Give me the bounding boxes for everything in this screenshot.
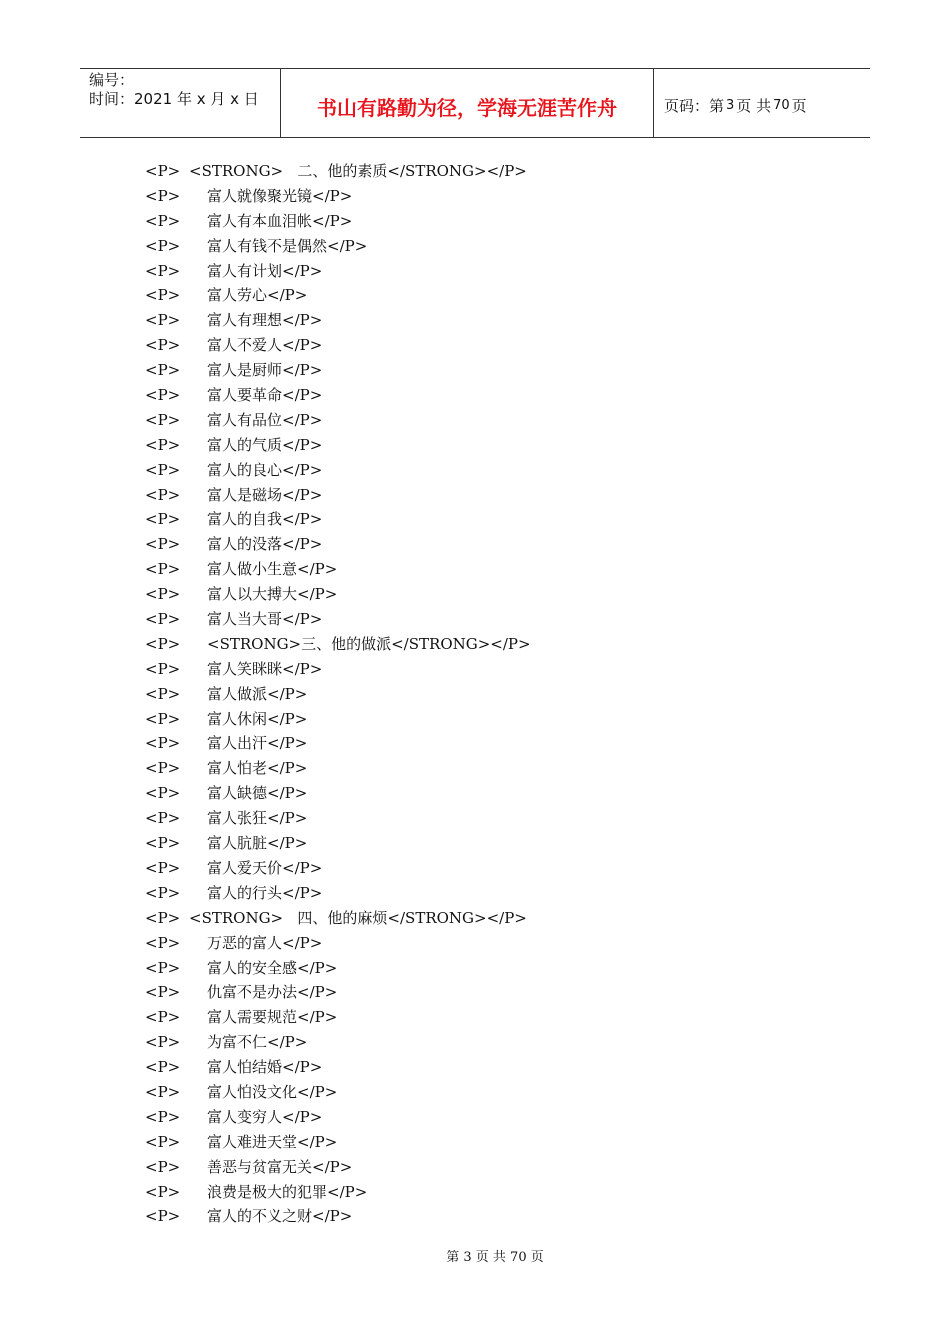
line-text: 仇富不是办法</P>: [207, 983, 338, 1002]
line-text: 富人有品位</P>: [207, 410, 323, 429]
line-tag: <P>: [145, 834, 181, 853]
line-tag: <P>: [145, 759, 181, 778]
line-tag: <P>: [145, 485, 181, 504]
line-text: 浪费是极大的犯罪</P>: [207, 1182, 368, 1201]
text-line: [145, 1005, 531, 1030]
line-text: 富人的气质</P>: [207, 435, 323, 454]
line-tag: <P>: [145, 162, 181, 180]
text-line: [145, 259, 531, 284]
line-tag: <P>: [145, 535, 181, 554]
number-label: 编号：: [89, 71, 135, 89]
line-tag: <P>: [145, 510, 181, 529]
line-tag: <P>: [145, 809, 181, 828]
line-tag: <P>: [145, 386, 181, 405]
line-text: 富人的没落</P>: [207, 535, 323, 554]
text-line: [145, 308, 531, 333]
line-text: 富人有理想</P>: [207, 311, 323, 330]
line-text: 富人休闲</P>: [207, 709, 308, 728]
line-tag: <P>: [145, 410, 181, 429]
text-line: [145, 507, 531, 532]
line-tag: <P>: [145, 336, 181, 355]
text-line: [145, 1204, 531, 1229]
line-text: <STRONG> 二、他的素质</STRONG></P>: [189, 162, 527, 180]
text-line: [145, 358, 531, 383]
time-label: 时间：2021 年 x 月 x 日: [89, 90, 259, 108]
line-text: 富人就像聚光镜</P>: [207, 186, 353, 205]
text-line: [145, 881, 531, 906]
line-text: 富人的安全感</P>: [207, 958, 338, 977]
text-line: [145, 532, 531, 557]
line-text: 富人肮脏</P>: [207, 834, 308, 853]
line-tag: <P>: [145, 311, 181, 330]
line-text: 富人做派</P>: [207, 684, 308, 703]
text-line: [145, 707, 531, 732]
line-text: 富人的良心</P>: [207, 460, 323, 479]
text-line: [145, 831, 531, 856]
line-tag: <P>: [145, 1132, 181, 1151]
line-tag: <P>: [145, 1082, 181, 1101]
line-text: 富人出汗</P>: [207, 734, 308, 753]
line-text: <STRONG>三、他的做派</STRONG></P>: [207, 634, 531, 653]
line-tag: <P>: [145, 933, 181, 952]
line-text: 富人爱天价</P>: [207, 858, 323, 877]
text-line: [145, 184, 531, 209]
line-tag: <P>: [145, 634, 181, 653]
text-line: [145, 906, 531, 931]
text-line: [145, 956, 531, 981]
text-line: [145, 283, 531, 308]
text-line: [145, 383, 531, 408]
text-line: [145, 682, 531, 707]
line-tag: <P>: [145, 286, 181, 305]
header-table: [80, 68, 870, 138]
line-tag: <P>: [145, 883, 181, 902]
line-text: 富人难进天堂</P>: [207, 1132, 338, 1151]
text-line: [145, 1105, 531, 1130]
text-line: [145, 806, 531, 831]
text-line: [145, 433, 531, 458]
document-body: [145, 159, 531, 1229]
text-line: [145, 931, 531, 956]
line-tag: <P>: [145, 734, 181, 753]
line-tag: <P>: [145, 460, 181, 479]
line-tag: <P>: [145, 659, 181, 678]
text-line: [145, 1180, 531, 1205]
text-line: [145, 756, 531, 781]
text-line: [145, 557, 531, 582]
line-tag: <P>: [145, 1157, 181, 1176]
line-text: 富人需要规范</P>: [207, 1008, 338, 1027]
line-tag: <P>: [145, 1033, 181, 1052]
line-text: 富人是厨师</P>: [207, 361, 323, 380]
line-tag: <P>: [145, 1182, 181, 1201]
line-tag: <P>: [145, 684, 181, 703]
text-line: [145, 408, 531, 433]
text-line: [145, 607, 531, 632]
line-text: 富人缺德</P>: [207, 784, 308, 803]
line-tag: <P>: [145, 908, 181, 927]
text-line: [145, 1080, 531, 1105]
line-tag: <P>: [145, 236, 181, 255]
line-tag: <P>: [145, 958, 181, 977]
text-line: [145, 159, 531, 184]
line-tag: <P>: [145, 983, 181, 1002]
line-text: 善恶与贫富无关</P>: [207, 1157, 353, 1176]
line-tag: <P>: [145, 1107, 181, 1126]
text-line: [145, 458, 531, 483]
line-tag: <P>: [145, 1207, 181, 1226]
line-text: 为富不仁</P>: [207, 1033, 308, 1052]
line-text: 富人变穷人</P>: [207, 1107, 323, 1126]
line-text: 富人不爱人</P>: [207, 336, 323, 355]
line-tag: <P>: [145, 858, 181, 877]
line-text: 富人怕结婚</P>: [207, 1058, 323, 1077]
line-text: 富人笑眯眯</P>: [207, 659, 323, 678]
line-text: 富人是磁场</P>: [207, 485, 323, 504]
line-tag: <P>: [145, 1008, 181, 1027]
line-tag: <P>: [145, 435, 181, 454]
text-line: [145, 856, 531, 881]
text-line: [145, 234, 531, 259]
text-line: [145, 333, 531, 358]
header-meta: [80, 69, 281, 137]
text-line: [145, 1155, 531, 1180]
page-mid: 页 共: [736, 96, 772, 115]
line-tag: <P>: [145, 784, 181, 803]
line-text: 富人劳心</P>: [207, 286, 308, 305]
line-tag: <P>: [145, 709, 181, 728]
line-tag: <P>: [145, 361, 181, 380]
text-line: [145, 632, 531, 657]
line-tag: <P>: [145, 211, 181, 230]
text-line: [145, 980, 531, 1005]
line-tag: <P>: [145, 560, 181, 579]
line-tag: <P>: [145, 585, 181, 604]
header-page-info: [654, 69, 870, 137]
text-line: [145, 1055, 531, 1080]
line-tag: <P>: [145, 1058, 181, 1077]
line-text: 万恶的富人</P>: [207, 933, 323, 952]
line-text: 富人当大哥</P>: [207, 610, 323, 629]
text-line: [145, 209, 531, 234]
line-text: <STRONG> 四、他的麻烦</STRONG></P>: [189, 908, 527, 927]
line-text: 富人张狂</P>: [207, 809, 308, 828]
line-text: 富人有计划</P>: [207, 261, 323, 280]
line-text: 富人有钱不是偶然</P>: [207, 236, 368, 255]
line-tag: <P>: [145, 186, 181, 205]
page-suffix: 页: [791, 96, 807, 115]
line-text: 富人怕老</P>: [207, 759, 308, 778]
line-text: 富人的行头</P>: [207, 883, 323, 902]
text-line: [145, 483, 531, 508]
page-footer: 第 3 页 共 70 页: [446, 1250, 544, 1265]
line-text: 富人的自我</P>: [207, 510, 323, 529]
line-text: 富人以大搏大</P>: [207, 585, 338, 604]
page-current: 3: [726, 97, 735, 113]
text-line: [145, 1130, 531, 1155]
line-text: 富人的不义之财</P>: [207, 1207, 353, 1226]
text-line: [145, 781, 531, 806]
line-text: 富人要革命</P>: [207, 386, 323, 405]
page-total: 70: [773, 97, 790, 113]
text-line: [145, 582, 531, 607]
text-line: [145, 731, 531, 756]
text-line: [145, 1030, 531, 1055]
line-text: 富人有本血泪帐</P>: [207, 211, 353, 230]
line-tag: <P>: [145, 261, 181, 280]
line-text: 富人做小生意</P>: [207, 560, 338, 579]
page-prefix: 页码：第: [664, 96, 725, 115]
line-tag: <P>: [145, 610, 181, 629]
header-motto: 书山有路勤为径，学海无涯苦作舟: [281, 69, 654, 137]
line-text: 富人怕没文化</P>: [207, 1082, 338, 1101]
text-line: [145, 657, 531, 682]
